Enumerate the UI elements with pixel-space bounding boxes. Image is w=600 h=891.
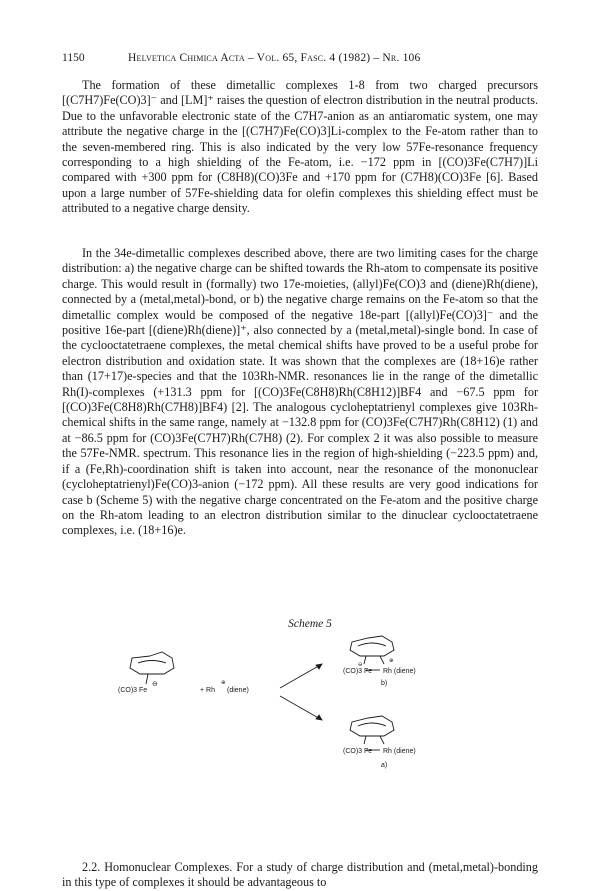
page-number: 1150 bbox=[62, 52, 85, 64]
scheme-diagram bbox=[100, 630, 500, 790]
top-rh-charge: ⊕ bbox=[389, 658, 394, 664]
top-fe-charge: ⊖ bbox=[358, 662, 363, 668]
running-header bbox=[62, 50, 538, 66]
top-c7h7-ring bbox=[350, 636, 394, 670]
paragraph-1: The formation of these dimetallic complexes 1-8 from two charged precursors [(C7H7)Fe(CO)3]⁻ and [LM]⁺ raises the question of electron distribution in the neutral products. Due to the unfavorable electronic state of the C7H7-anion as an antiaromatic system, one may attribute the negative charge in the [(C7H7)Fe(CO)3]Li-complex to the Fe-atom rather than to the seven-membered ring. This is also indicated by the very low 57Fe-resonance frequency corresponding to a high shielding of the Fe-atom, i.e. −172 ppm in [(CO)3Fe(C7H7)]Li compared with +300 ppm for (C8H8)(CO)3Fe and +170 ppm for (C7H8)(CO)3Fe [6]. Based upon a large number of 57Fe-shielding data for olefin complexes this shielding effect must be attributed to a negative charge density. bbox=[62, 78, 538, 216]
bottom-rh-label: Rh (diene) bbox=[383, 748, 416, 755]
left-charge: ⊖ bbox=[152, 681, 158, 688]
journal-title: Helvetica Chimica Acta – Vol. 65, Fasc. 4 (1982) – Nr. 106 bbox=[128, 52, 421, 64]
rh-diene-label: (diene) bbox=[227, 687, 249, 694]
bottom-case-label: a) bbox=[381, 762, 388, 769]
top-rh-label: Rh (diene) bbox=[383, 668, 416, 675]
left-c7h7-ring bbox=[130, 652, 174, 684]
left-fe-label: (CO)3 Fe bbox=[118, 687, 148, 694]
paragraph-2: In the 34e-dimetallic complexes described above, there are two limiting cases for the charge distribution: a) the negative charge can be shifted towards the Rh-atom to compensate its positive charge. This would result in (formally) two 17e-moieties, (allyl)Fe(CO)3 and (diene)Rh(diene), connected by a (metal,metal)-bond, or b) the negative charge remains on the Fe-atom so that the dimetallic complex would be composed of the negative 18e-part [(allyl)Fe(CO)3]⁻ and the positive 16e-part [(diene)Rh(diene)]⁺, also connected by a (metal,metal)-single bond. In case of the cyclooctatetraene complexes, the metal chemical shifts have proved to be a useful probe for electron distribution and oxidation state. It was shown that the complexes are (18+16)e rather than (17+17)e-species and that the 103Rh-NMR. resonances lie in the range of the dimetallic Rh(I)-complexes (+131.3 ppm for [(CO)3Fe(C8H8)Rh(C8H12)]BF4 and −67.5 ppm for [(CO)3Fe(C8H8)Rh(C7H8)]BF4) [2]. The analogous cycloheptatrienyl complexes give 103Rh-chemical shifts in the same range, namely at −132.8 ppm for (CO)3Fe(C7H7)Rh(C8H12) (1) and at −86.5 ppm for (CO)3Fe(C7H7)Rh(C7H8) (2). For complex 2 it was also possible to measure the 57Fe-NMR. spectrum. This resonance lies in the region of high-shielding (−223.5 ppm) and, if a (Fe,Rh)-coordination shift is taken into account, near the resonance of the mononuclear (cycloheptatrienyl)Fe(CO)3-anion (−172 ppm). All these results are very good indications for case b (Scheme 5) with the negative charge concentrated on the Fe-atom and the positive charge on the Rh-atom leading to an electron distribution similar to the dinuclear cyclooctatetraene complexes, i.e. (18+16)e. bbox=[62, 246, 538, 538]
bottom-c7h7-ring bbox=[350, 716, 394, 750]
scheme-title: Scheme 5 bbox=[288, 618, 332, 630]
bottom-fe-label: (CO)3 Fe bbox=[343, 748, 373, 755]
rh-label: + Rh bbox=[200, 687, 215, 694]
top-case-label: b) bbox=[381, 680, 388, 687]
top-fe-label: (CO)3 Fe bbox=[343, 668, 373, 675]
paragraph-3: 2.2. Homonuclear Complexes. For a study of charge distribution and (metal,metal)-bonding in this type of complexes it should be advantageous to bbox=[62, 860, 538, 890]
rh-charge: ⊕ bbox=[221, 680, 226, 686]
reaction-arrows bbox=[280, 664, 322, 720]
